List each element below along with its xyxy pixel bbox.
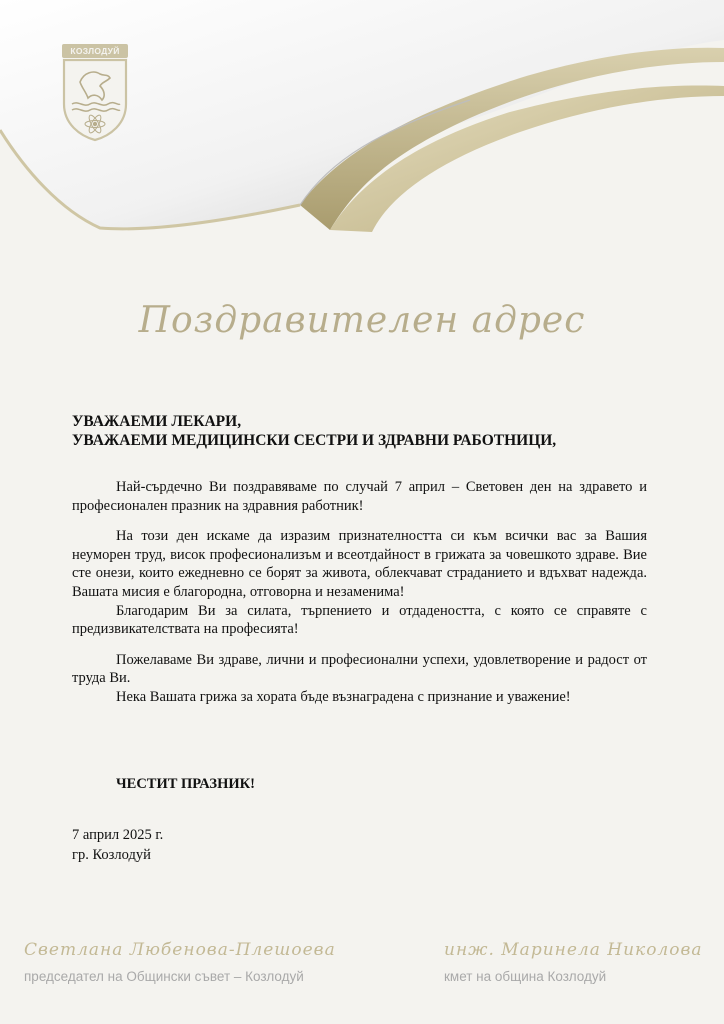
paragraph-2: На този ден искаме да изразим признателността си към всички вас за Вашия неуморен труд, висок професионализъм и всеотдайност в грижата за човешкото здраве. Вие сте онези, които ежедневно се борят за живота, облекчават страданието и вдъхват надежда. Вашата мисия е благородна, отговорна и незаменима!	[72, 528, 647, 600]
date-place	[72, 826, 163, 865]
closing-greeting: ЧЕСТИТ ПРАЗНИК!	[116, 776, 255, 792]
crest-label: КОЗЛОДУЙ	[70, 46, 120, 56]
paragraph-4: Пожелаваме Ви здраве, лични и професионални успехи, удовлетворение и радост от труда Ви.	[72, 651, 647, 687]
letter-body	[72, 478, 647, 707]
signature-left-title: председател на Общински съвет – Козлодуй	[24, 969, 304, 984]
signature-left-name: Светлана Любенова-Плешоева	[24, 940, 336, 960]
paragraph-3: Благодарим Ви за силата, търпението и отдадеността, с която се справяте с предизвикателствата на професията!	[72, 602, 647, 638]
signature-right-title: кмет на община Козлодуй	[444, 969, 607, 984]
letter-date: 7 април 2025 г.	[72, 827, 164, 843]
salutation	[72, 412, 672, 450]
paragraph-5: Нека Вашата грижа за хората бъде възнаградена с признание и уважение!	[116, 688, 571, 705]
salutation-line-2: УВАЖАЕМИ МЕДИЦИНСКИ СЕСТРИ И ЗДРАВНИ РАБОТНИЦИ,	[72, 432, 557, 449]
signature-right-name: инж. Маринела Николова	[444, 940, 703, 960]
letter-place: гр. Козлодуй	[72, 846, 151, 863]
letter-title: Поздравителен адрес	[138, 300, 586, 341]
coat-of-arms-icon	[60, 42, 130, 142]
kozloduy-coat-of-arms	[60, 42, 130, 142]
paragraph-1: Най-сърдечно Ви поздравяваме по случай 7 април – Световен ден на здравето и професионален празник на здравния работник!	[72, 479, 647, 514]
salutation-line-1: УВАЖАЕМИ ЛЕКАРИ,	[72, 413, 242, 430]
